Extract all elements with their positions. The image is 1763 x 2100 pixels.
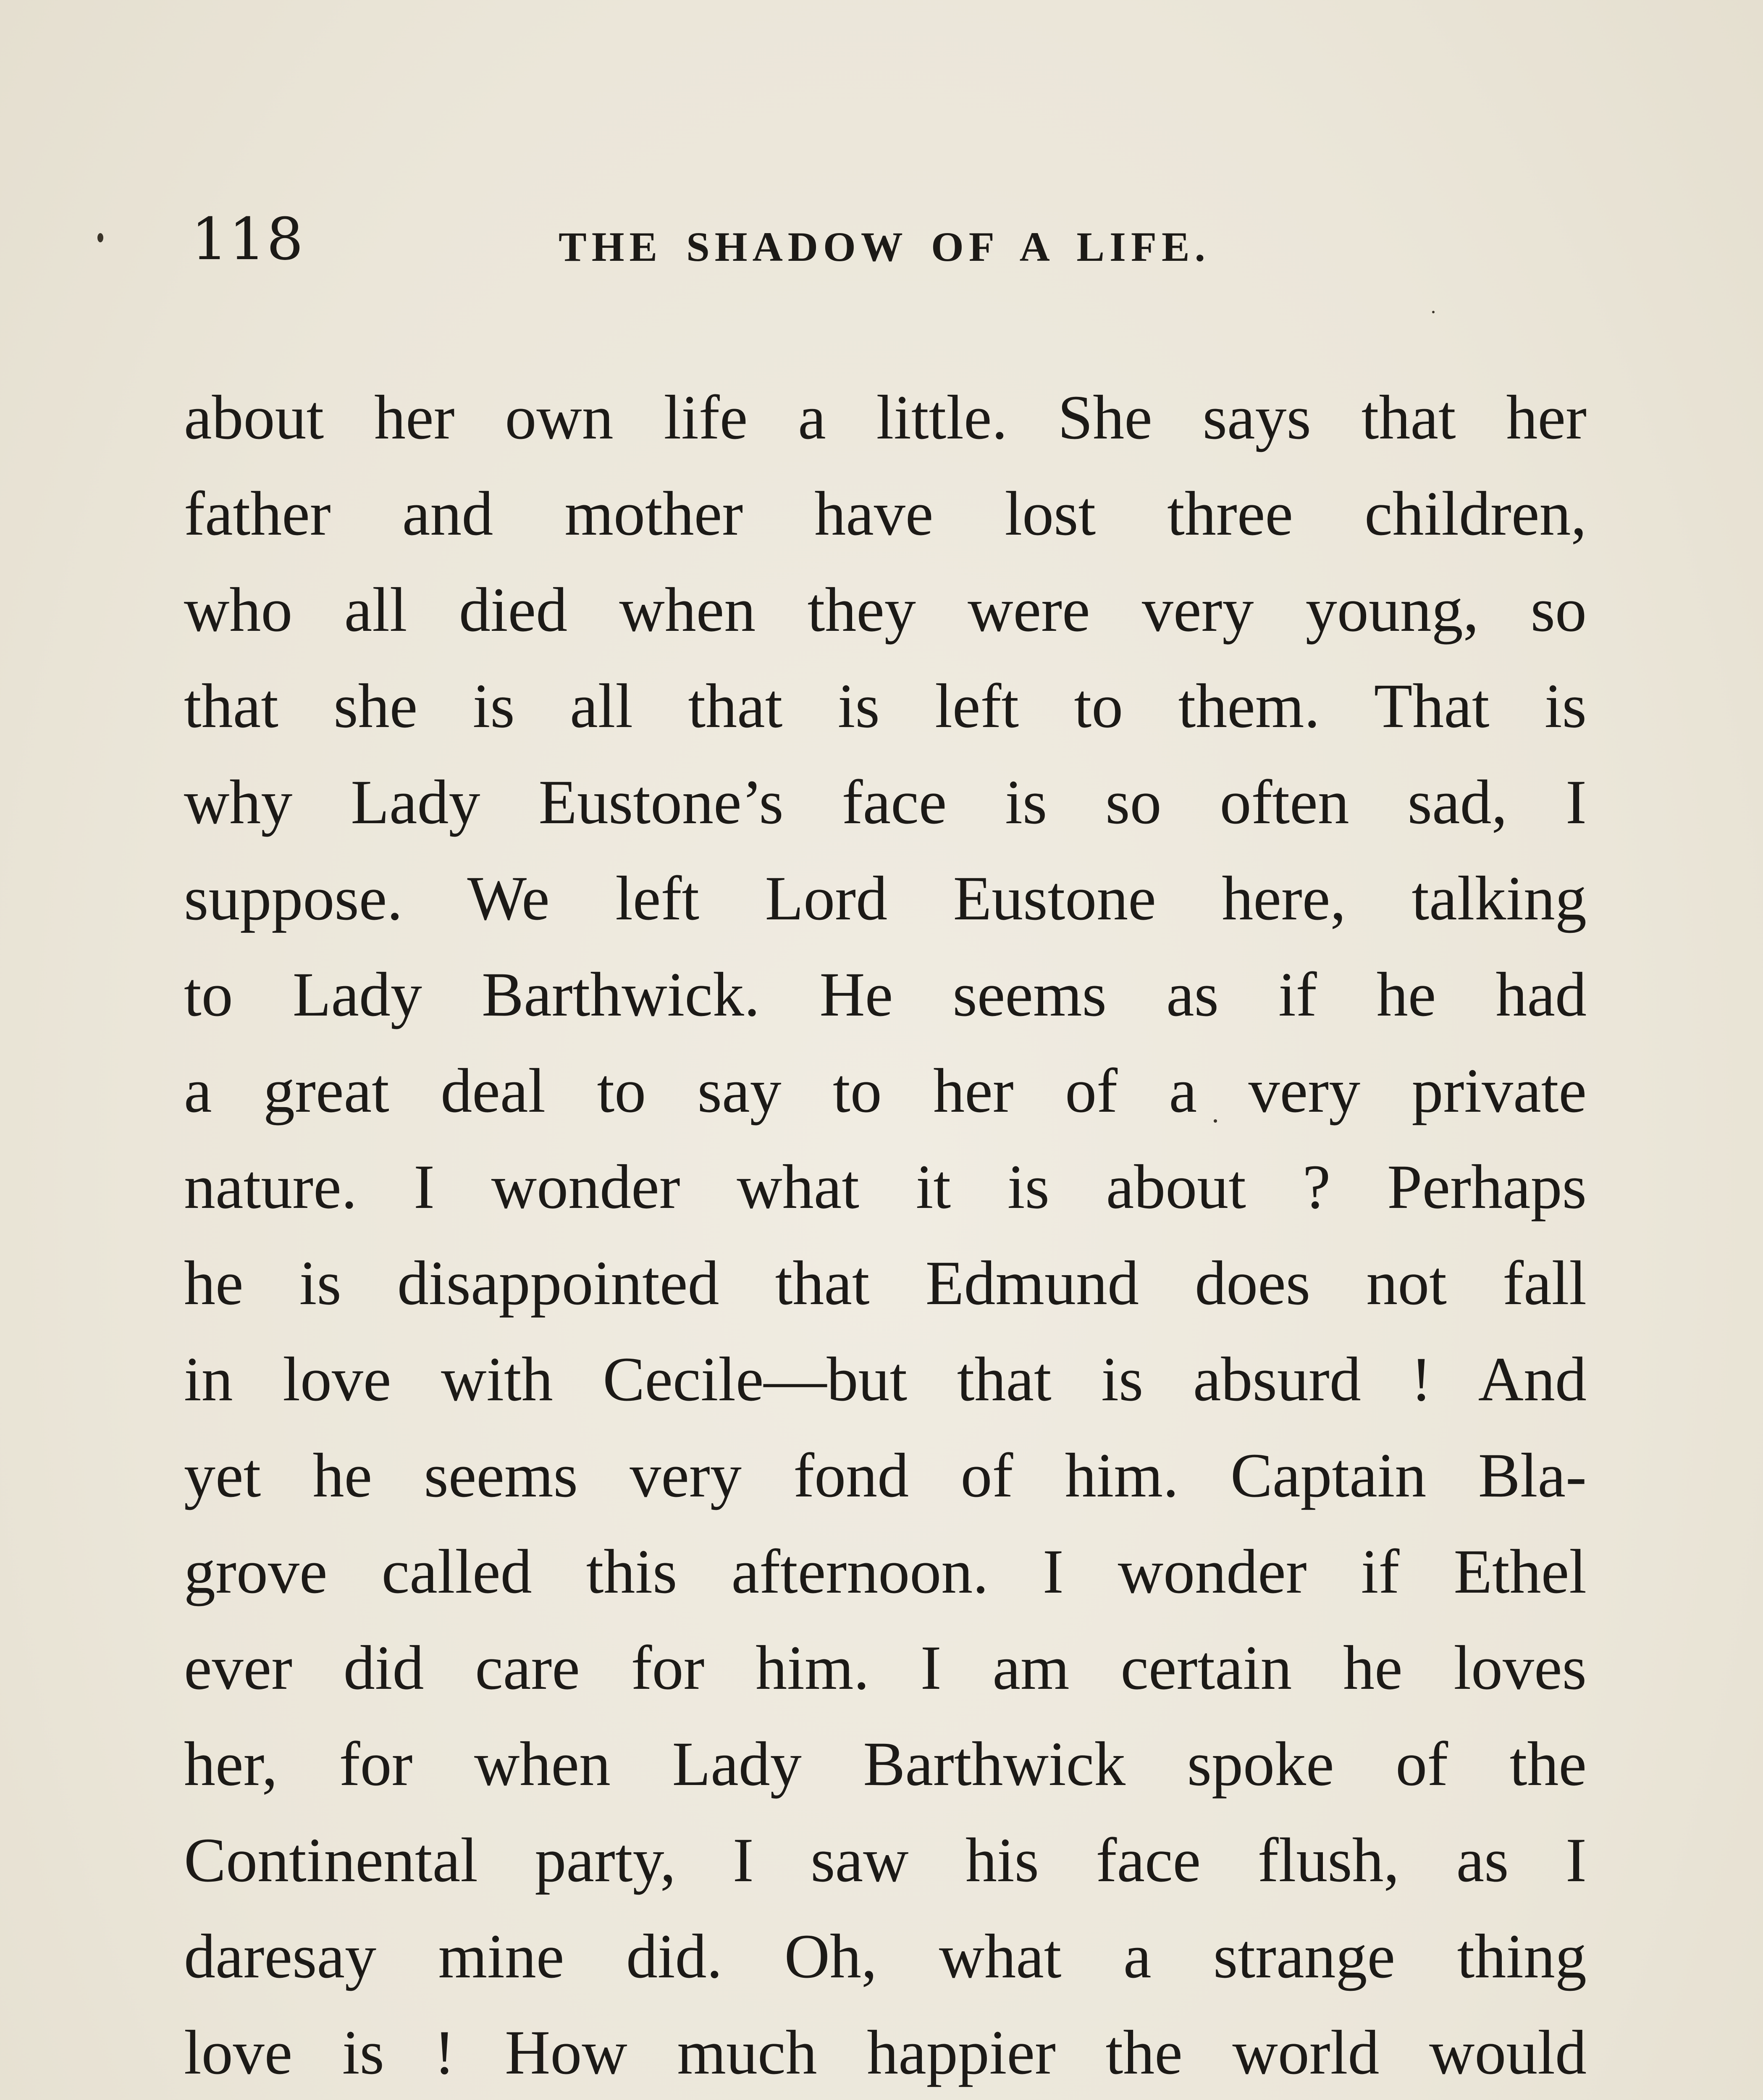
text-line: to Lady Barthwick. He seems as if he had bbox=[184, 960, 1587, 1029]
text-line: why Lady Eustone’s face is so often sad, I bbox=[184, 767, 1587, 837]
text-line: nature. I wonder what it is about ? Perhaps bbox=[184, 1152, 1587, 1222]
text-line: he is disappointed that Edmund does not fall bbox=[184, 1248, 1587, 1318]
text-line: that she is all that is left to them. That is bbox=[184, 671, 1587, 741]
text-line: who all died when they were very young, so bbox=[184, 575, 1587, 645]
text-line: love is ! How much happier the world would bbox=[184, 2018, 1587, 2087]
ink-speck bbox=[1432, 311, 1435, 313]
text-line: daresay mine did. Oh, what a strange thing bbox=[184, 1922, 1587, 1991]
text-line: suppose. We left Lord Eustone here, talking bbox=[184, 864, 1587, 933]
running-title: THE SHADOW OF A LIFE. bbox=[559, 223, 1210, 270]
text-line: yet he seems very fond of him. Captain Bla- bbox=[184, 1441, 1587, 1510]
text-line: Continental party, I saw his face flush, as I bbox=[184, 1825, 1587, 1895]
text-line: in love with Cecile—but that is absurd ! And bbox=[184, 1344, 1587, 1414]
text-line: her, for when Lady Barthwick spoke of the bbox=[184, 1729, 1587, 1799]
text-line: father and mother have lost three children, bbox=[184, 479, 1587, 549]
text-line: about her own life a little. She says that her bbox=[184, 383, 1587, 452]
text-line: grove called this afternoon. I wonder if Ethel bbox=[184, 1537, 1587, 1606]
page-number: 118 bbox=[191, 205, 304, 273]
page-header bbox=[0, 206, 1763, 273]
text-line: a great deal to say to her of a very private bbox=[184, 1056, 1587, 1126]
text-line: ever did care for him. I am certain he loves bbox=[184, 1633, 1587, 1703]
body-text bbox=[184, 370, 1587, 2100]
